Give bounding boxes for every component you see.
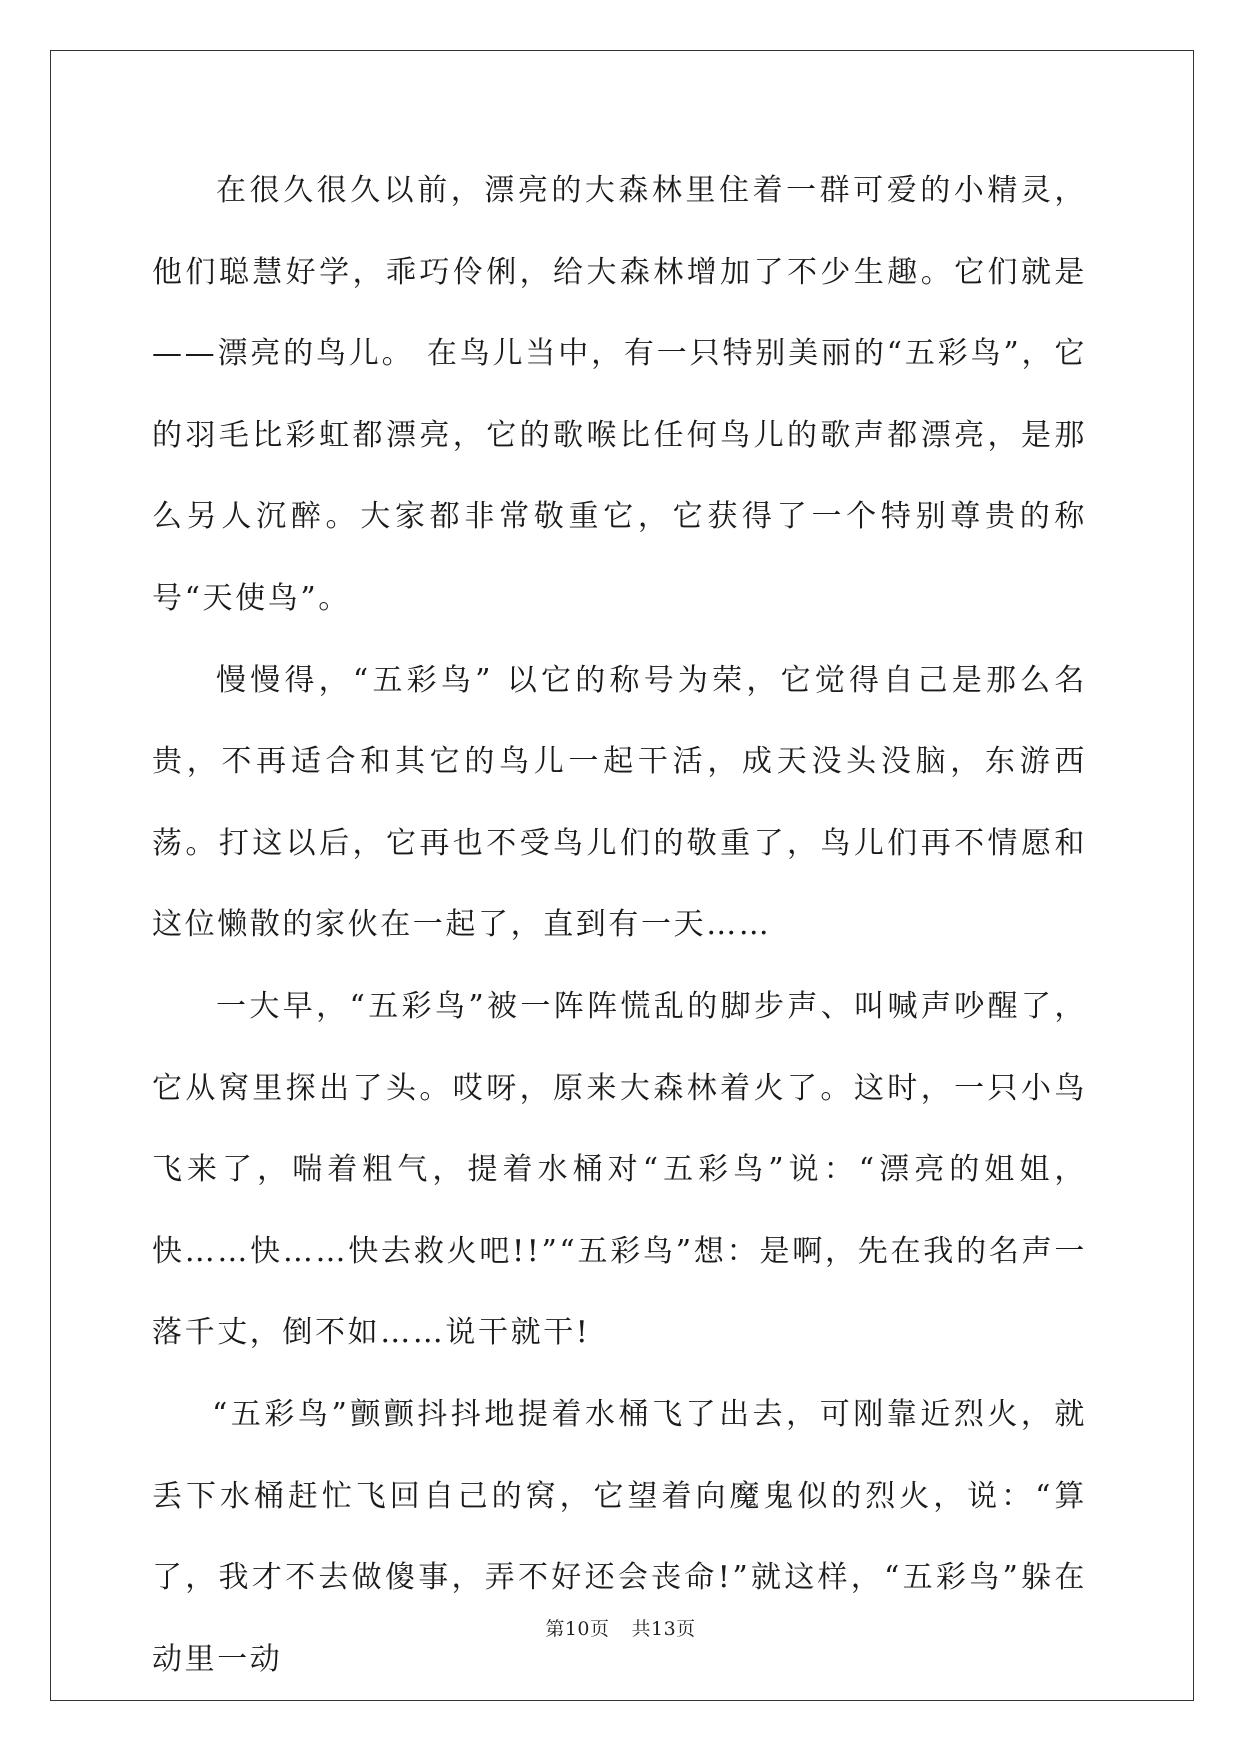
page-footer [0,1614,1241,1641]
page-number-total: 共13页 [631,1618,696,1640]
page-number-current: 第10页 [545,1618,610,1640]
document-body [152,150,1087,1700]
paragraph-1: 在很久很久以前，漂亮的大森林里住着一群可爱的小精灵，他们聪慧好学，乖巧伶俐，给大森林增加了不少生趣。它们就是——漂亮的鸟儿。 在鸟儿当中，有一只特别美丽的“五彩鸟”，它的羽毛比彩虹都漂亮，它的歌喉比任何鸟儿的歌声都漂亮，是那么另人沉醉。大家都非常敬重它，它获得了一个特别尊贵的称号“天使鸟”。 [152,173,1087,616]
paragraph-4: “五彩鸟”颤颤抖抖地提着水桶飞了出去，可刚靠近烈火，就丢下水桶赶忙飞回自己的窝，它望着向魔鬼似的烈火，说：“算了，我才不去做傻事，弄不好还会丧命!”就这样，“五彩鸟”躲在动里一动 [152,1396,1087,1677]
paragraph-2: 慢慢得，“五彩鸟” 以它的称号为荣，它觉得自己是那么名贵，不再适合和其它的鸟儿一起干活，成天没头没脑，东游西荡。打这以后，它再也不受鸟儿们的敬重了，鸟儿们再不情愿和这位懒散的家伙在一起了，直到有一天…… [152,662,1087,943]
paragraph-3: 一大早，“五彩鸟”被一阵阵慌乱的脚步声、叫喊声吵醒了，它从窝里探出了头。哎呀，原来大森林着火了。这时，一只小鸟飞来了，喘着粗气，提着水桶对“五彩鸟”说：“漂亮的姐姐，快……快……快去救火吧!!”“五彩鸟”想：是啊，先在我的名声一落千丈，倒不如……说干就干! [152,988,1087,1351]
